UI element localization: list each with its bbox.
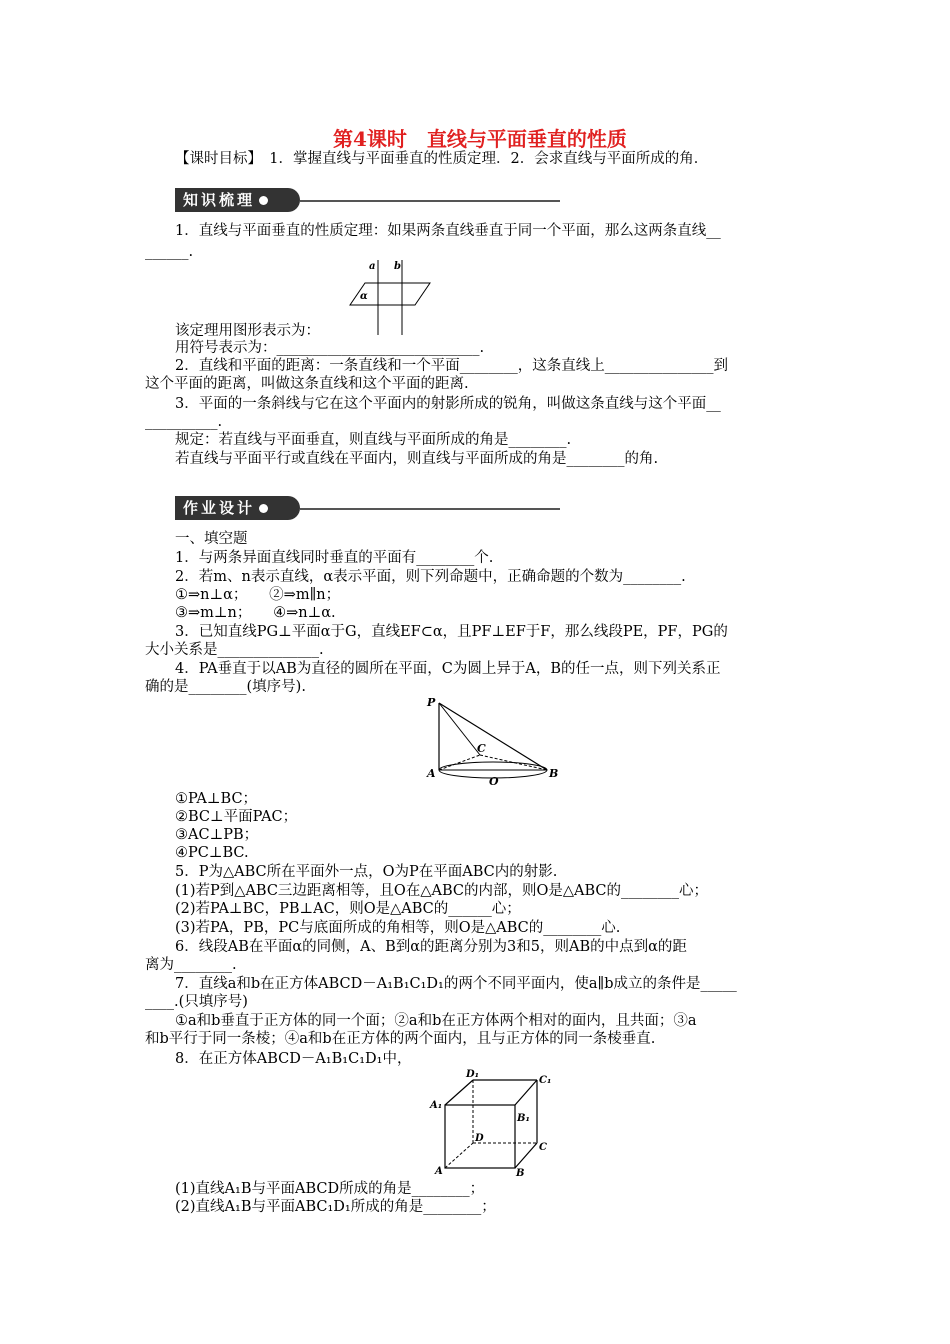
k1-line-b: ______. xyxy=(145,244,194,260)
question-3-line-b: 大小关系是______________. xyxy=(145,642,324,658)
lesson-goal: 【课时目标】 1．掌握直线与平面垂直的性质定理．2．会求直线与平面所成的角． xyxy=(175,151,709,167)
question-4-option-3: ③AC⊥PB； xyxy=(175,827,259,843)
k3-rule-1: 规定：若直线与平面垂直，则直线与平面所成的角是________. xyxy=(175,432,572,448)
label-C: C xyxy=(539,1142,547,1153)
question-4-option-1: ①PA⊥BC； xyxy=(175,791,258,807)
label-A: A xyxy=(427,767,436,780)
question-2: 2．若m、n表示直线，α表示平面，则下列命题中，正确命题的个数为________. xyxy=(175,569,686,585)
question-5-part-2: (2)若PA⊥BC，PB⊥AC，则O是△ABC的______心； xyxy=(175,901,521,917)
question-4-option-4: ④PC⊥BC. xyxy=(175,845,249,861)
section-header-label: 作业设计 xyxy=(183,499,256,517)
cone-circle-figure xyxy=(425,695,565,788)
question-7-line-c: ①a和b垂直于正方体的同一个面；②a和b在正方体两个相对的面内，且共面；③a xyxy=(175,1013,697,1029)
question-5-part-3: (3)若PA，PB，PC与底面所成的角相等，则O是△ABC的________心. xyxy=(175,920,621,936)
question-7-line-a: 7．直线a和b在正方体ABCD－A₁B₁C₁D₁的两个不同平面内，使a∥b成立的条件是_____ xyxy=(175,976,737,992)
k2-line-a: 2．直线和平面的距离：一条直线和一个平面________，这条直线上_______________到 xyxy=(175,358,728,374)
part-1-title: 一、填空题 xyxy=(175,531,248,547)
k3-rule-2: 若直线与平面平行或直线在平面内，则直线与平面所成的角是________的角. xyxy=(175,451,659,467)
edge-A1D1 xyxy=(445,1080,473,1105)
question-6-line-a: 6．线段AB在平面α的同侧，A、B到α的距离分别为3和5，则AB的中点到α的距 xyxy=(175,939,687,955)
edge-AD xyxy=(445,1143,473,1168)
question-8-part-2: (2)直线A₁B与平面ABC₁D₁所成的角是________； xyxy=(175,1199,496,1215)
section-header-knowledge xyxy=(175,188,560,212)
divider xyxy=(300,508,560,510)
section-header-homework xyxy=(175,496,560,520)
k1-symbol: 用符号表示为：____________________________. xyxy=(175,340,485,356)
question-8: 8．在正方体ABCD－A₁B₁C₁D₁中， xyxy=(175,1051,412,1067)
cube-figure xyxy=(430,1068,555,1178)
question-1: 1．与两条异面直线同时垂直的平面有________个. xyxy=(175,550,494,566)
k2-line-b: 这个平面的距离，叫做这条直线和这个平面的距离. xyxy=(145,376,469,392)
label-A: A xyxy=(435,1166,443,1177)
question-5-part-1: (1)若P到△ABC三边距离相等，且O在△ABC的内部，则O是△ABC的________心； xyxy=(175,883,708,899)
question-4-line-b: 确的是________(填序号). xyxy=(145,679,306,695)
segment-PC xyxy=(439,703,480,755)
question-3-line-a: 3．已知直线PG⊥平面α于G，直线EF⊂α，且PF⊥EF于F，那么线段PE，PF，PG的 xyxy=(175,624,728,640)
k1-figure-label: 该定理用图形表示为： xyxy=(175,323,320,339)
edge-BC xyxy=(515,1143,537,1168)
label-B1: B₁ xyxy=(517,1113,530,1124)
label-C: C xyxy=(477,742,486,755)
label-B: B xyxy=(549,767,559,780)
question-7-line-b: ____.(只填序号) xyxy=(145,994,248,1010)
question-6-line-b: 离为________. xyxy=(145,957,237,973)
label-alpha: α xyxy=(360,291,368,302)
question-2-options-a: ①⇒n⊥α； ②⇒m∥n； xyxy=(175,587,341,603)
label-O: O xyxy=(489,775,499,788)
bullet-dot-icon xyxy=(259,196,268,205)
label-C1: C₁ xyxy=(539,1075,552,1086)
label-B: B xyxy=(516,1168,525,1179)
segment-PB xyxy=(439,703,547,770)
question-2-options-b: ③⇒m⊥n； ④⇒n⊥α. xyxy=(175,605,336,621)
question-8-part-1: (1)直线A₁B与平面ABCD所成的角是________； xyxy=(175,1181,485,1197)
section-header-label: 知识梳理 xyxy=(183,191,256,209)
label-D1: D₁ xyxy=(466,1069,480,1080)
label-b: b xyxy=(394,261,401,272)
k3-line-a: 3．平面的一条斜线与它在这个平面内的射影所成的锐角，叫做这条直线与这个平面__ xyxy=(175,396,721,412)
page-title: 第4课时 直线与平面垂直的性质 xyxy=(333,127,627,151)
parallel-lines-plane-figure xyxy=(340,255,440,340)
question-7-line-d: 和b平行于同一条棱；④a和b在正方体的两个面内，且与正方体的同一条棱垂直. xyxy=(145,1031,656,1047)
k3-line-b: __________. xyxy=(145,414,223,430)
question-5: 5．P为△ABC所在平面外一点，O为P在平面ABC内的射影. xyxy=(175,864,558,880)
label-D: D xyxy=(475,1133,484,1144)
k1-line-a: 1．直线与平面垂直的性质定理：如果两条直线垂直于同一个平面，那么这两条直线__ xyxy=(175,223,721,239)
edge-B1C1 xyxy=(515,1080,537,1105)
label-A1: A₁ xyxy=(430,1100,443,1111)
label-a: a xyxy=(369,261,376,272)
label-P: P xyxy=(427,696,436,709)
question-4-option-2: ②BC⊥平面PAC； xyxy=(175,809,298,825)
divider xyxy=(300,200,560,202)
bullet-dot-icon xyxy=(259,504,268,513)
question-4-line-a: 4．PA垂直于以AB为直径的圆所在平面，C为圆上异于A，B的任一点，则下列关系正 xyxy=(175,661,721,677)
